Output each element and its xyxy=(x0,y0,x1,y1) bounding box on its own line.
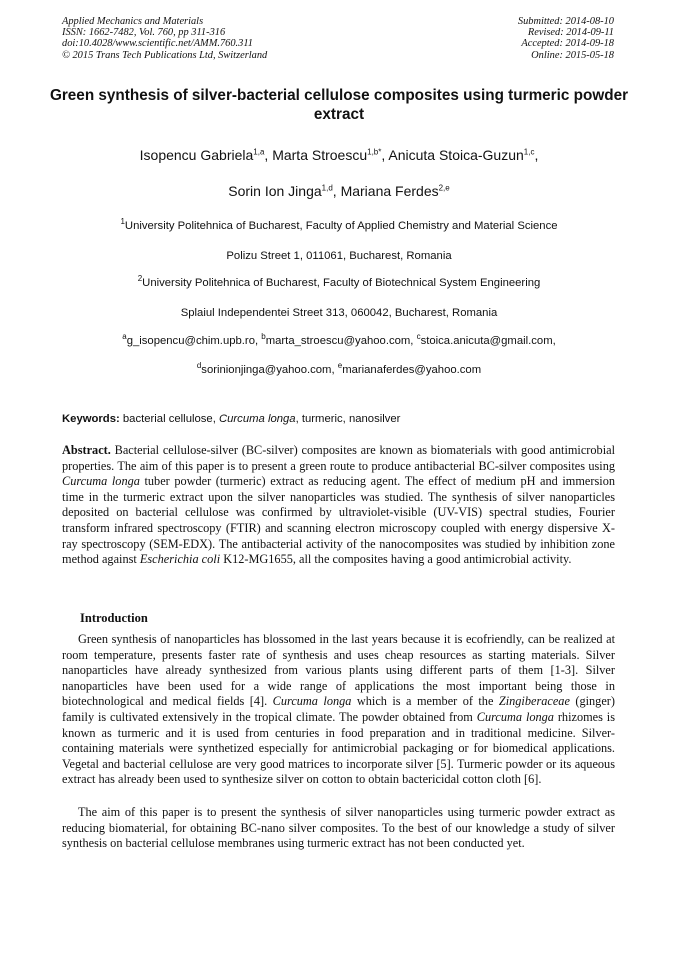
email-mark: e xyxy=(337,361,343,371)
keyword-text: bacterial cellulose, xyxy=(119,413,219,425)
author-name: Isopencu Gabriela xyxy=(139,147,254,163)
submission-dates xyxy=(518,16,614,61)
intro-family: Zingiberaceae xyxy=(498,694,570,709)
emails-line-1 xyxy=(40,334,638,348)
author-affiliation-mark: 1,c xyxy=(523,147,535,157)
journal-copyright: © 2015 Trans Tech Publications Ltd, Switzerland xyxy=(62,49,268,61)
email-mark: b xyxy=(261,332,266,342)
journal-name: Applied Mechanics and Materials xyxy=(62,16,204,27)
abstract xyxy=(62,443,615,568)
intro-text: rhizomes is known as turmeric and it is used from centuries in food preparation and in traditional medicine. Silver-containing materials were synthetized especially for antimicrobial packaging or for biomedical applications. Vegetal and bacterial cellulose are very good matrices to incorporate silver [5]. Turmeric powder or its aqueous extract has already been used to synthesize silver on cotton to obtain bactericidal cotton cloth [6]. xyxy=(62,709,615,787)
author-affiliation-mark: 1,a xyxy=(253,147,265,157)
author-separator: , xyxy=(381,147,389,163)
intro-text: Green synthesis of nanoparticles has blossomed in the last years because it is ecofriendly, can be realized at room temperature, presents faster rate of synthesis and uses cheap resources as starting materials. Silver nanoparticles have already synthesized from various plants using different parts of them [1-3]. Silver nanoparticles have been used for a wide range of applications the most important being those in biotechnological and medical fields [4]. xyxy=(62,632,615,709)
affiliation-text: University Politehnica of Bucharest, Faculty of Applied Chemistry and Material Science xyxy=(124,220,558,232)
email-mark: c xyxy=(416,332,421,342)
email-address: marta_stroescu@yahoo.com, xyxy=(265,335,417,347)
date-accepted: Accepted: 2014-09-18 xyxy=(521,38,614,50)
keyword-species: Curcuma longa xyxy=(218,413,296,425)
intro-species: Curcuma longa xyxy=(272,694,352,709)
author-affiliation-mark: 1,d xyxy=(321,183,333,193)
date-online: Online: 2015-05-18 xyxy=(531,49,614,61)
author-affiliation-mark: 2,e xyxy=(438,183,450,193)
journal-doi: doi:10.4028/www.scientific.net/AMM.760.311 xyxy=(62,38,253,50)
author-name: Sorin Ion Jinga xyxy=(228,183,322,199)
authors-line-1 xyxy=(40,146,638,164)
author-name: Marta Stroescu xyxy=(272,147,368,163)
author-separator: , xyxy=(332,183,341,199)
section-heading-introduction: Introduction xyxy=(80,611,148,625)
affiliation-mark: 1 xyxy=(120,217,125,227)
author-separator: , xyxy=(264,147,273,163)
introduction-paragraph-2: The aim of this paper is to present the synthesis of silver nanoparticles using turmeric powder extract as reducing biomaterial, for obtaining BC-nano silver composites. To the best of our knowledge a study of silver synthesis on bacterial cellulose membranes using turmeric extract has not been conducted yet. xyxy=(62,805,615,851)
affiliation-2-address: Splaiul Independentei Street 313, 060042, Bucharest, Romania xyxy=(180,307,498,319)
date-revised: Revised: 2014-09-11 xyxy=(527,27,614,39)
date-submitted: Submitted: 2014-08-10 xyxy=(517,16,614,27)
keywords xyxy=(62,412,622,426)
affiliation-1 xyxy=(40,219,638,233)
abstract-label: Abstract. xyxy=(62,443,111,457)
abstract-text: K12-MG1655, all the composites having a good antimicrobial activity. xyxy=(220,552,572,567)
intro-text: which is a member of the xyxy=(351,694,499,709)
abstract-text: Bacterial cellulose-silver (BC-silver) composites are known as biomaterials with good antimicrobial properties. The aim of this paper is to present a green route to produce antibacterial BC-silver composites using xyxy=(62,443,615,473)
author-name: Anicuta Stoica-Guzun xyxy=(388,147,524,163)
affiliation-mark: 2 xyxy=(137,274,143,284)
abstract-species: Curcuma longa xyxy=(62,474,140,489)
email-mark: d xyxy=(196,361,202,371)
introduction-paragraph-1 xyxy=(62,632,615,788)
email-mark: a xyxy=(122,332,127,342)
abstract-text: tuber powder (turmeric) extract as reducing agent. The effect of medium pH and immersion time in the turmeric extract upon the silver nanoparticles was studied. The synthesis of silver nanoparticles deposited on bacterial cellulose was confirmed by ultraviolet-visible (UV-VIS) spectral studies, Fourier transform infrared spectroscopy (FTIR) and scanning electron microscopy coupled with energy dispersive X-ray spectroscopy (SEM-EDX). The antibacterial activity of the nanocomposites was studied by inhibition zone method against xyxy=(62,474,615,567)
author-name: Mariana Ferdes xyxy=(340,183,439,199)
authors-line-2 xyxy=(40,182,638,200)
email-address: sorinionjinga@yahoo.com, xyxy=(201,364,338,376)
intro-species: Curcuma longa xyxy=(476,709,554,724)
journal-info xyxy=(62,16,267,61)
affiliation-2 xyxy=(40,276,638,290)
email-address: g_isopencu@chim.upb.ro, xyxy=(126,335,262,347)
journal-issn: ISSN: 1662-7482, Vol. 760, pp 311-316 xyxy=(62,27,226,39)
author-separator: , xyxy=(534,147,539,163)
affiliation-text: University Politehnica of Bucharest, Faculty of Biotechnical System Engineering xyxy=(142,277,541,289)
affiliation-1-address: Polizu Street 1, 011061, Bucharest, Romania xyxy=(226,250,452,262)
paper-title: Green synthesis of silver-bacterial cellulose composites using turmeric powder extract xyxy=(49,87,629,123)
abstract-species: Escherichia coli xyxy=(139,552,221,567)
emails-line-2 xyxy=(40,363,638,377)
keywords-label: Keywords: xyxy=(62,413,120,425)
author-affiliation-mark: 1,b* xyxy=(367,147,382,157)
email-address: stoica.anicuta@gmail.com, xyxy=(420,335,556,347)
keyword-text: , turmeric, nanosilver xyxy=(295,413,401,425)
email-address: marianaferdes@yahoo.com xyxy=(342,364,482,376)
intro-text: (ginger) family is cultivated extensively in the tropical climate. The powder obtained from xyxy=(62,694,615,724)
